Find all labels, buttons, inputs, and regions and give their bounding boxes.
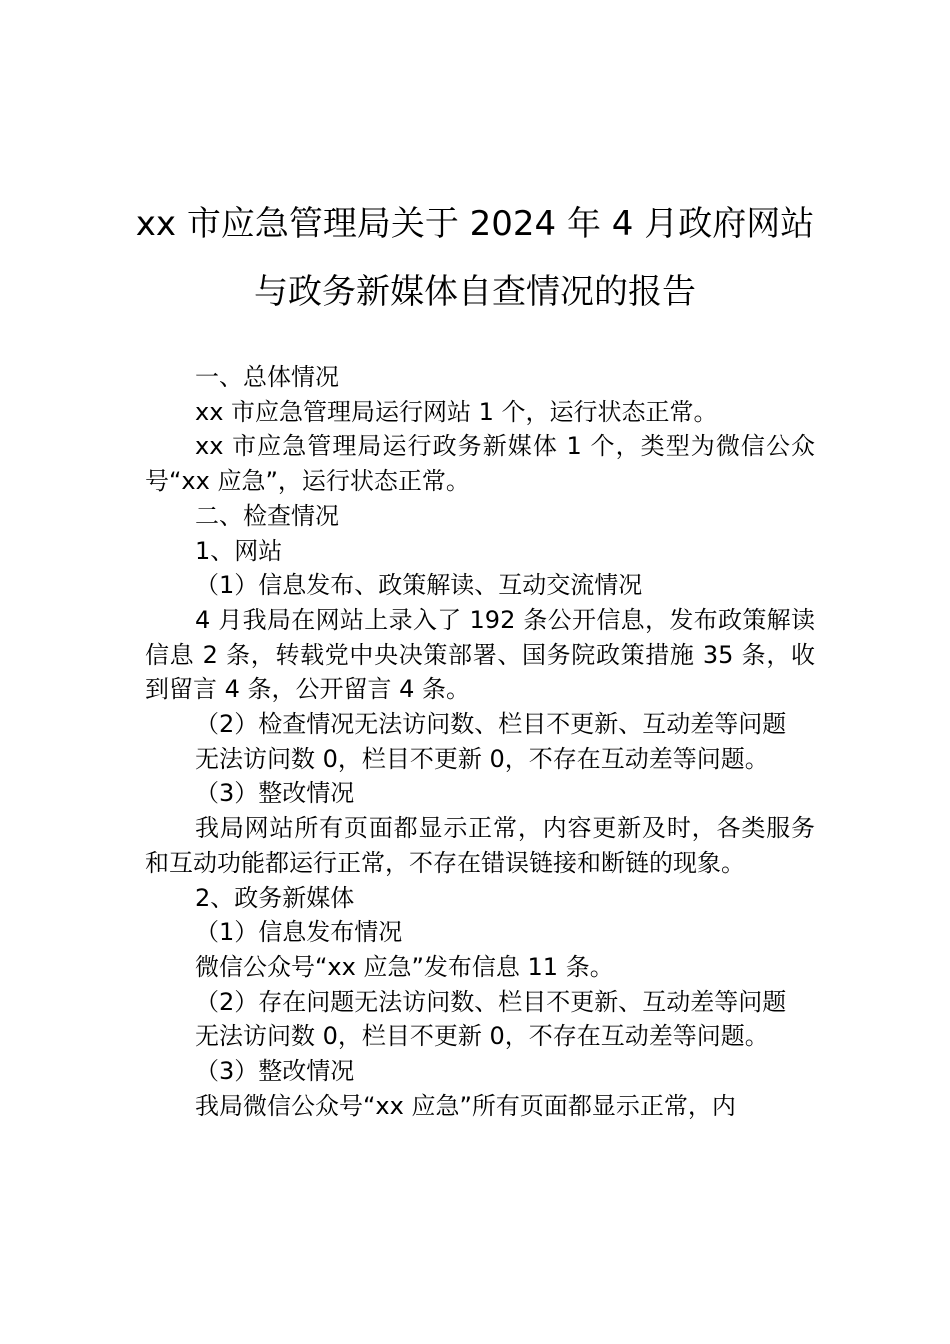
paragraph-new-media-rectification: 我局微信公众号“xx 应急”所有页面都显示正常，内 [195, 1091, 736, 1120]
paragraph-new-media-issues: 无法访问数 0，栏目不更新 0，不存在互动差等问题。 [195, 1022, 769, 1051]
subsection-heading-website: 1、网站 [195, 536, 283, 565]
paragraph-website-rectification: 我局网站所有页面都显示正常，内容更新及时，各类服务和互动功能都运行正常，不存在错误链接和断链的现象。 [145, 814, 815, 877]
section-heading-inspection: 二、检查情况 [195, 501, 339, 530]
item-heading-website-issues: （2）检查情况无法访问数、栏目不更新、互动差等问题 [195, 710, 787, 739]
report-title-line-1: xx 市应急管理局关于 2024 年 4 月政府网站 [135, 204, 815, 244]
report-title-line-2: 与政务新媒体自查情况的报告 [254, 272, 696, 312]
item-heading-new-media-release: （1）信息发布情况 [195, 918, 403, 947]
item-heading-website-rectification: （3）整改情况 [195, 779, 355, 808]
item-heading-new-media-rectification: （3）整改情况 [195, 1057, 355, 1086]
item-heading-info-release: （1）信息发布、政策解读、互动交流情况 [195, 571, 643, 600]
item-heading-new-media-issues: （2）存在问题无法访问数、栏目不更新、互动差等问题 [195, 987, 787, 1016]
paragraph-new-media-count: xx 市应急管理局运行政务新媒体 1 个，类型为微信公众号“xx 应急”，运行状态正常。 [145, 432, 815, 496]
paragraph-new-media-release: 微信公众号“xx 应急”发布信息 11 条。 [195, 952, 614, 981]
section-heading-overview: 一、总体情况 [195, 363, 339, 391]
paragraph-website-count: xx 市应急管理局运行网站 1 个，运行状态正常。 [195, 397, 718, 426]
report-body [145, 360, 815, 1123]
paragraph-website-issues: 无法访问数 0，栏目不更新 0，不存在互动差等问题。 [195, 744, 769, 773]
subsection-heading-new-media: 2、政务新媒体 [195, 883, 355, 912]
paragraph-info-release: 4 月我局在网站上录入了 192 条公开信息，发布政策解读信息 2 条，转载党中央决策部署、国务院政策措施 35 条，收到留言 4 条，公开留言 4 条。 [145, 605, 815, 704]
